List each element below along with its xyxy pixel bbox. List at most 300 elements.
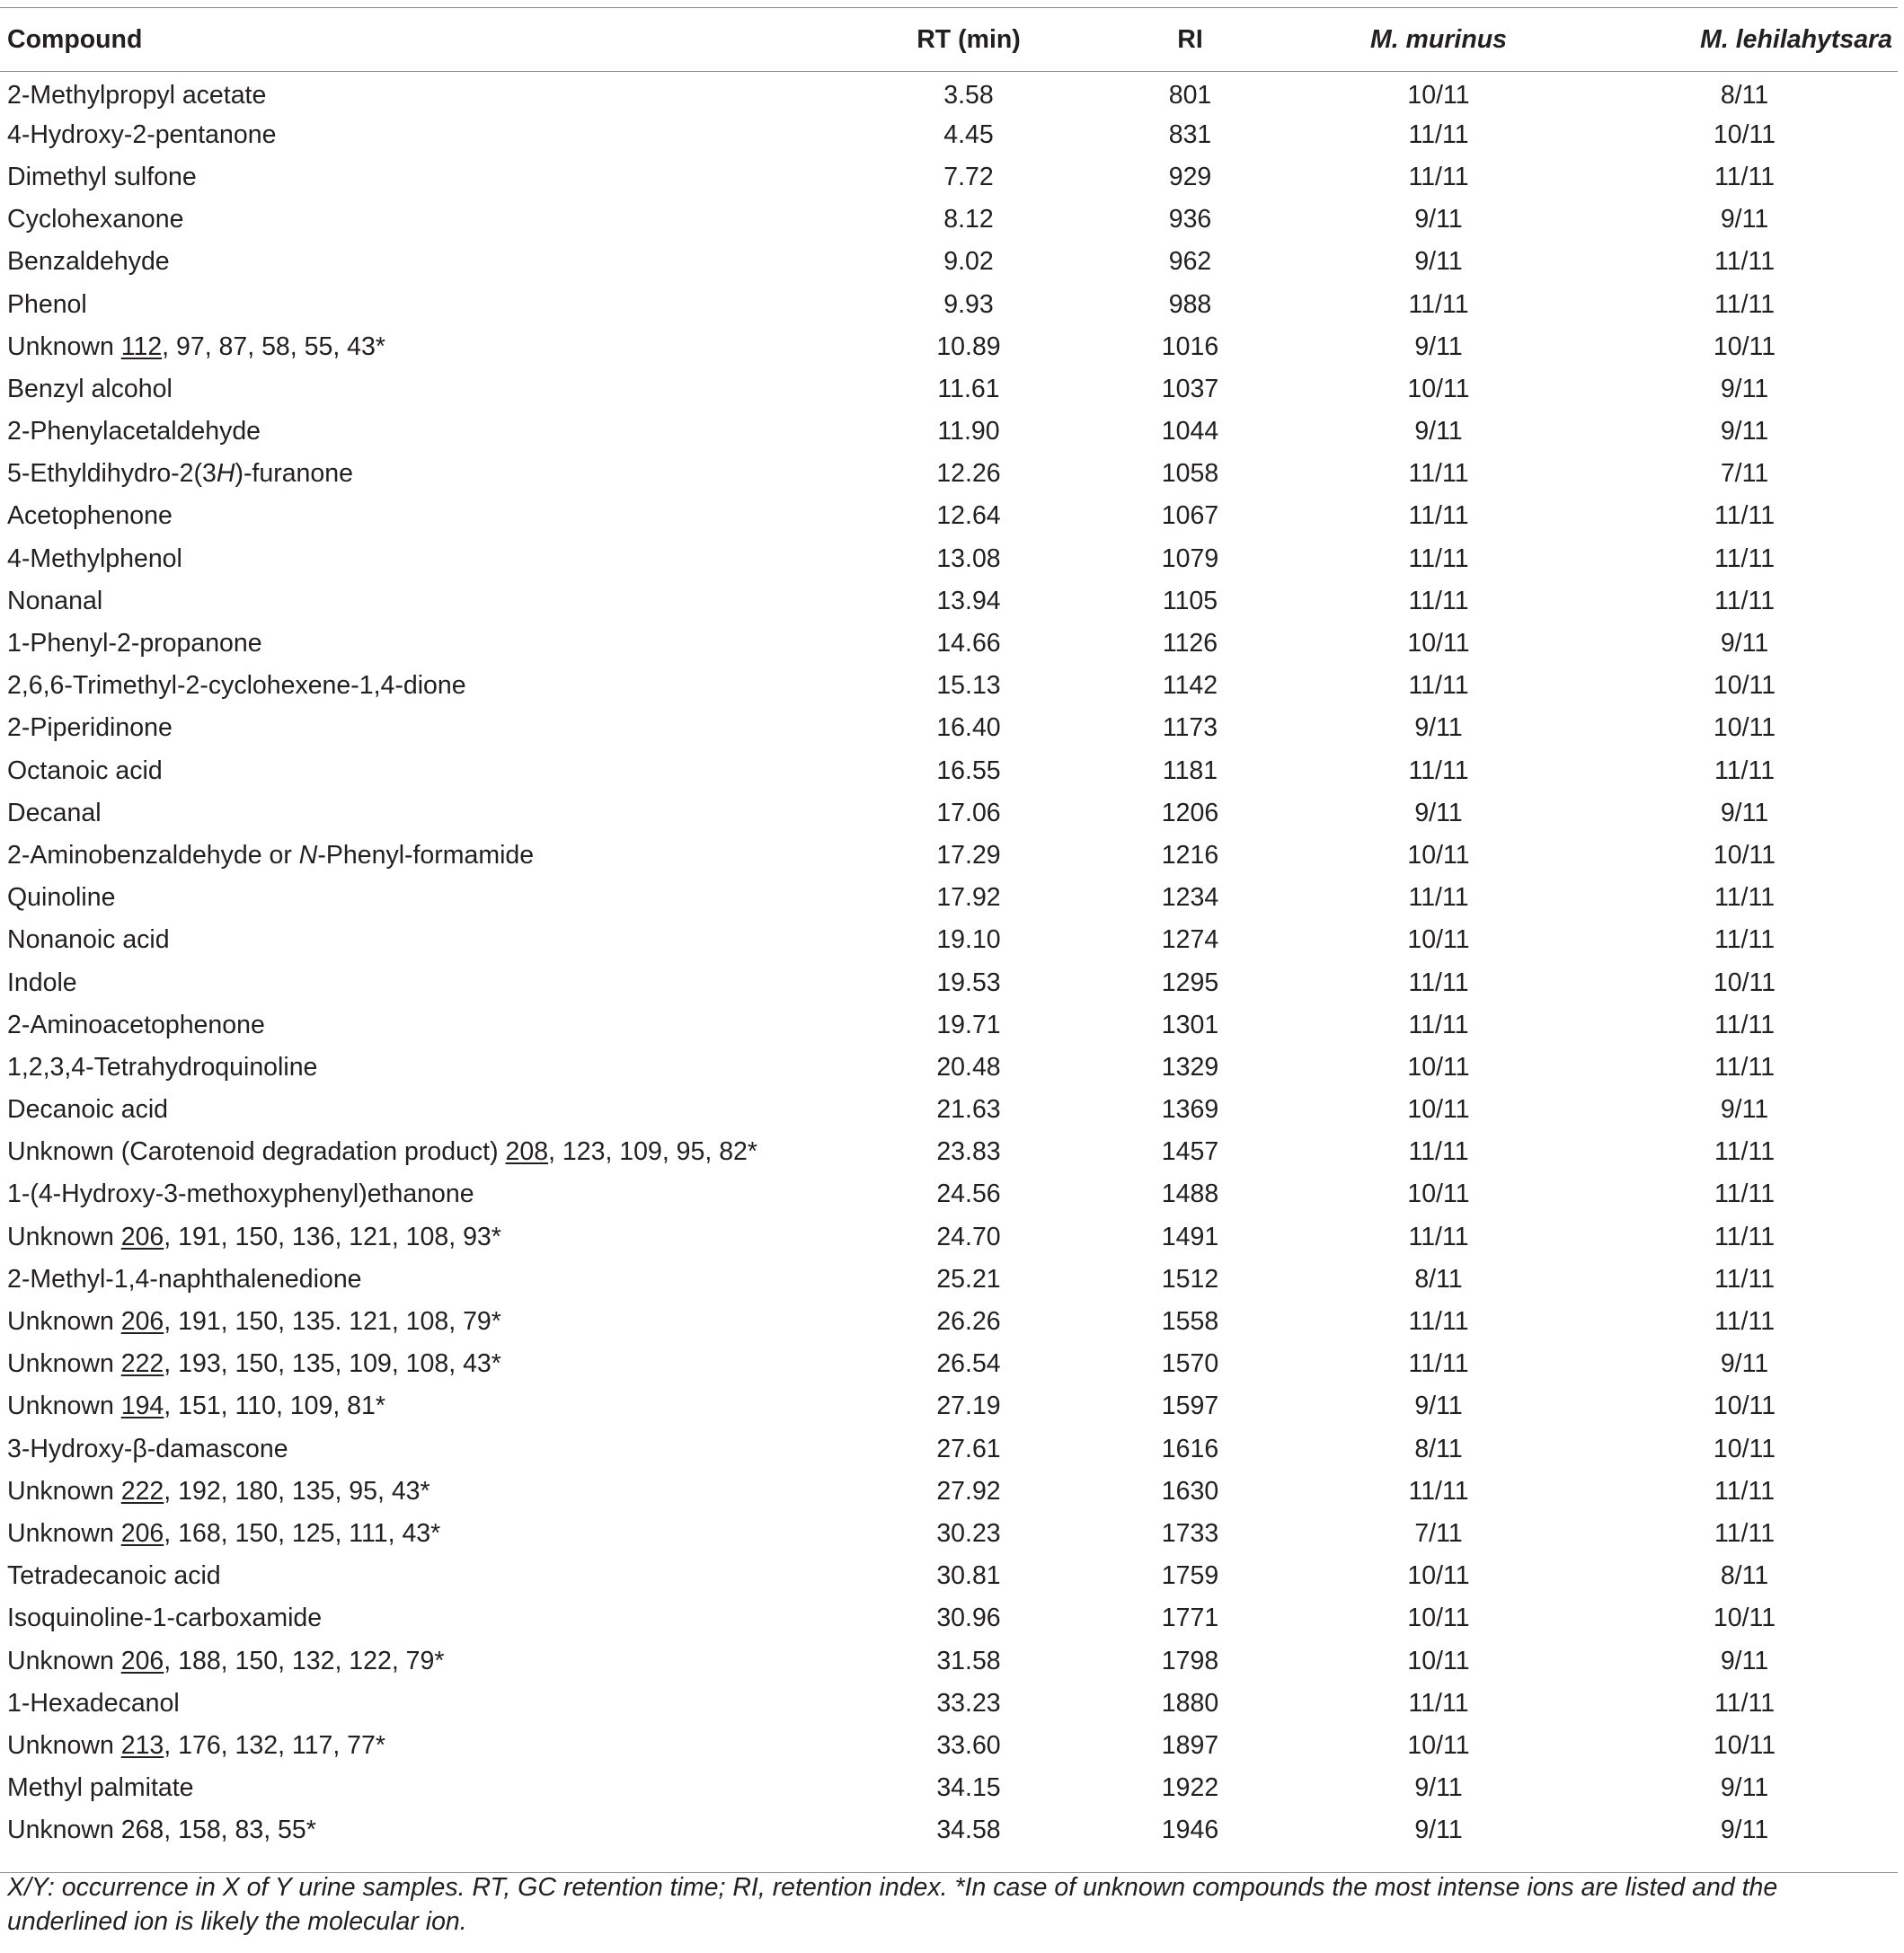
cell-rt: 19.53 (936, 968, 1001, 997)
cell-lehilahytsara: 11/11 (1714, 1052, 1776, 1082)
cell-murinus: 11/11 (1408, 1476, 1469, 1506)
compound-text: 5-Ethyldihydro-2(3 (7, 459, 217, 489)
cell-ri: 1630 (1161, 1476, 1219, 1506)
cell-murinus: 11/11 (1408, 1010, 1469, 1039)
table-row (0, 1555, 1898, 1597)
cell-rt: 3.58 (943, 80, 994, 110)
compound-text: Unknown 268, 158, 83, 55* (7, 1816, 316, 1845)
cell-compound (0, 1513, 843, 1555)
cell-murinus: 11/11 (1408, 289, 1469, 319)
cell-compound (0, 114, 843, 156)
cell-murinus: 11/11 (1408, 1688, 1469, 1718)
cell-compound (0, 1385, 843, 1427)
header-murinus (1286, 8, 1591, 72)
cell-lehilahytsara: 10/11 (1713, 1730, 1776, 1760)
header-murinus-label: M. murinus (1369, 24, 1507, 54)
compound-text: , 168, 150, 125, 111, 43* (164, 1518, 441, 1548)
table-row (0, 961, 1898, 1003)
compound-text: Benzaldehyde (7, 247, 170, 277)
cell-rt: 13.94 (936, 586, 1001, 615)
cell-ri: 1295 (1161, 968, 1219, 997)
table-row (0, 199, 1898, 241)
cell-compound (0, 1683, 843, 1725)
cell-murinus: 9/11 (1414, 798, 1463, 827)
cell-compound (0, 1343, 843, 1385)
cell-murinus: 10/11 (1407, 80, 1470, 110)
compound-text: Unknown (Carotenoid degradation product) (7, 1137, 506, 1167)
cell-lehilahytsara: 11/11 (1714, 1307, 1776, 1337)
compound-text: 1-Phenyl-2-propanone (7, 629, 262, 658)
molecular-ion: 206 (120, 1307, 164, 1337)
cell-ri: 1491 (1161, 1222, 1219, 1251)
table-row (0, 453, 1898, 495)
cell-murinus: 10/11 (1407, 1730, 1470, 1760)
cell-rt: 14.66 (936, 629, 1001, 658)
cell-compound (0, 1131, 843, 1173)
cell-ri: 929 (1168, 162, 1212, 191)
cell-lehilahytsara: 11/11 (1714, 1010, 1776, 1039)
compound-text: Dimethyl sulfone (7, 162, 197, 191)
compound-text: 2-Methylpropyl acetate (7, 80, 267, 110)
compound-text: Acetophenone (7, 501, 173, 531)
cell-rt: 23.83 (936, 1137, 1001, 1167)
cell-compound (0, 580, 843, 623)
compound-text: Isoquinoline-1-carboxamide (7, 1604, 323, 1633)
cell-rt: 26.26 (936, 1307, 1001, 1337)
cell-compound (0, 961, 843, 1003)
cell-murinus: 9/11 (1414, 1816, 1463, 1845)
compound-text: , 97, 87, 58, 55, 43* (162, 331, 385, 361)
cell-murinus: 11/11 (1408, 1307, 1469, 1337)
cell-rt: 27.61 (936, 1434, 1001, 1463)
cell-rt: 17.92 (936, 883, 1001, 913)
header-ri: RI (1094, 8, 1286, 72)
cell-lehilahytsara: 11/11 (1714, 756, 1776, 785)
compound-text: Benzyl alcohol (7, 374, 173, 403)
cell-compound (0, 1004, 843, 1047)
cell-murinus: 10/11 (1407, 1561, 1470, 1591)
cell-compound (0, 707, 843, 749)
cell-compound (0, 411, 843, 453)
table-row (0, 1089, 1898, 1131)
cell-murinus: 10/11 (1407, 374, 1470, 403)
header-lehilahytsara (1591, 8, 1898, 72)
cell-murinus: 11/11 (1408, 756, 1469, 785)
cell-ri: 1488 (1161, 1180, 1219, 1209)
cell-murinus: 9/11 (1414, 331, 1463, 361)
header-lehilahytsara-label: M. lehilahytsara (1700, 24, 1892, 54)
cell-murinus: 11/11 (1408, 586, 1469, 615)
cell-compound (0, 495, 843, 537)
header-row (0, 8, 1898, 72)
compound-text: Cyclohexanone (7, 205, 184, 234)
compound-text: , 192, 180, 135, 95, 43* (164, 1476, 430, 1506)
table-row (0, 877, 1898, 919)
compound-text: Unknown (7, 1730, 121, 1760)
cell-ri: 936 (1168, 205, 1212, 234)
cell-compound (0, 919, 843, 961)
compound-text: , 123, 109, 95, 82* (548, 1137, 758, 1167)
italic-text: H (216, 459, 235, 489)
cell-murinus: 10/11 (1407, 840, 1470, 870)
compound-text: Unknown (7, 1349, 121, 1379)
cell-lehilahytsara: 10/11 (1713, 119, 1776, 149)
table-row (0, 114, 1898, 156)
cell-compound (0, 156, 843, 199)
cell-ri: 1759 (1161, 1561, 1219, 1591)
cell-compound (0, 199, 843, 241)
header-compound: Compound (0, 8, 843, 72)
cell-lehilahytsara: 9/11 (1720, 1646, 1769, 1675)
table-footnote: X/Y: occurrence in X of Y urine samples. RT, GC retention time; RI, retention index. *In case of unknown compounds the most intense ions are listed and the underlined ion is likely the molecular ion. (7, 1873, 1778, 1936)
cell-lehilahytsara: 9/11 (1720, 417, 1769, 446)
table-row (0, 538, 1898, 580)
cell-ri: 1037 (1161, 374, 1219, 403)
cell-murinus: 10/11 (1407, 1095, 1470, 1125)
cell-lehilahytsara: 9/11 (1720, 1773, 1769, 1803)
cell-lehilahytsara: 9/11 (1720, 1349, 1769, 1379)
cell-murinus: 9/11 (1414, 247, 1463, 277)
cell-lehilahytsara: 10/11 (1713, 968, 1776, 997)
cell-murinus: 11/11 (1408, 1137, 1469, 1167)
cell-rt: 26.54 (936, 1349, 1001, 1379)
cell-lehilahytsara: 11/11 (1714, 1476, 1776, 1506)
molecular-ion: 222 (120, 1349, 164, 1379)
table-row (0, 1173, 1898, 1215)
cell-murinus: 9/11 (1414, 1773, 1463, 1803)
header-rt: RT (min) (843, 8, 1094, 72)
compound-text: Decanal (7, 798, 102, 827)
compound-text: Unknown (7, 1646, 121, 1675)
cell-ri: 801 (1168, 80, 1212, 110)
cell-rt: 4.45 (943, 119, 994, 149)
compound-text: 1,2,3,4-Tetrahydroquinoline (7, 1052, 318, 1082)
cell-ri: 1798 (1161, 1646, 1219, 1675)
cell-lehilahytsara: 9/11 (1720, 374, 1769, 403)
table-row (0, 411, 1898, 453)
cell-compound (0, 792, 843, 835)
table-row (0, 1683, 1898, 1725)
cell-ri: 1016 (1161, 331, 1219, 361)
compound-text: Octanoic acid (7, 756, 163, 785)
cell-murinus: 11/11 (1408, 162, 1469, 191)
cell-murinus: 11/11 (1408, 883, 1469, 913)
cell-murinus: 10/11 (1407, 1180, 1470, 1209)
cell-rt: 11.90 (937, 417, 1000, 446)
cell-ri: 1880 (1161, 1688, 1219, 1718)
cell-rt: 9.93 (943, 289, 994, 319)
cell-rt: 27.92 (936, 1476, 1001, 1506)
cell-rt: 12.64 (936, 501, 1001, 531)
table-row (0, 72, 1898, 114)
cell-rt: 20.48 (936, 1052, 1001, 1082)
cell-ri: 1570 (1161, 1349, 1219, 1379)
compound-text: )-furanone (235, 459, 353, 489)
cell-murinus: 9/11 (1414, 1392, 1463, 1421)
compound-text: Nonanal (7, 586, 103, 615)
cell-compound (0, 326, 843, 368)
cell-rt: 33.60 (936, 1730, 1001, 1760)
cell-ri: 1301 (1161, 1010, 1219, 1039)
cell-ri: 1105 (1162, 586, 1218, 615)
cell-ri: 1067 (1161, 501, 1219, 531)
cell-ri: 1369 (1161, 1095, 1219, 1125)
table-row (0, 792, 1898, 835)
compound-text: 2-Methyl-1,4-naphthalenedione (7, 1264, 362, 1294)
compound-text: -Phenyl-formamide (317, 840, 535, 870)
cell-compound (0, 1259, 843, 1301)
table-row (0, 1767, 1898, 1809)
table-row (0, 1004, 1898, 1047)
compound-text: , 176, 132, 117, 77* (164, 1730, 385, 1760)
compound-text: , 188, 150, 132, 122, 79* (164, 1646, 445, 1675)
compound-text: Methyl palmitate (7, 1773, 194, 1803)
cell-rt: 10.89 (936, 331, 1001, 361)
cell-rt: 24.70 (936, 1222, 1001, 1251)
cell-ri: 1771 (1161, 1604, 1219, 1633)
cell-lehilahytsara: 11/11 (1714, 162, 1776, 191)
table-row (0, 1809, 1898, 1851)
cell-compound (0, 538, 843, 580)
cell-compound (0, 1809, 843, 1851)
cell-murinus: 9/11 (1414, 713, 1463, 743)
cell-ri: 1946 (1161, 1816, 1219, 1845)
compound-text: Phenol (7, 289, 87, 319)
cell-ri: 1058 (1161, 459, 1219, 489)
molecular-ion: 208 (505, 1137, 549, 1167)
cell-compound (0, 1216, 843, 1259)
cell-rt: 12.26 (936, 459, 1001, 489)
cell-ri: 1733 (1161, 1518, 1219, 1548)
cell-murinus: 10/11 (1407, 1646, 1470, 1675)
cell-ri: 1616 (1161, 1434, 1219, 1463)
cell-ri: 1234 (1161, 883, 1219, 913)
table-row (0, 368, 1898, 411)
cell-lehilahytsara: 11/11 (1714, 501, 1776, 531)
cell-ri: 1558 (1161, 1307, 1219, 1337)
cell-lehilahytsara: 10/11 (1713, 1392, 1776, 1421)
cell-lehilahytsara: 10/11 (1713, 331, 1776, 361)
cell-rt: 24.56 (936, 1180, 1001, 1209)
compound-table (0, 7, 1898, 1851)
cell-murinus: 11/11 (1408, 1349, 1469, 1379)
compound-text: 3-Hydroxy-β-damascone (7, 1434, 288, 1463)
cell-lehilahytsara: 11/11 (1714, 925, 1776, 955)
cell-ri: 962 (1168, 247, 1212, 277)
cell-lehilahytsara: 11/11 (1714, 883, 1776, 913)
cell-compound (0, 665, 843, 707)
table-row (0, 919, 1898, 961)
molecular-ion: 213 (120, 1730, 164, 1760)
cell-lehilahytsara: 10/11 (1713, 1604, 1776, 1633)
compound-text: Unknown (7, 331, 121, 361)
table-row (0, 665, 1898, 707)
compound-text: Tetradecanoic acid (7, 1561, 221, 1591)
compound-text: 4-Methylphenol (7, 543, 182, 573)
table-row (0, 241, 1898, 283)
cell-lehilahytsara: 11/11 (1714, 543, 1776, 573)
cell-compound (0, 1725, 843, 1767)
compound-text: 2-Piperidinone (7, 713, 173, 743)
cell-ri: 1512 (1161, 1264, 1219, 1294)
table-row (0, 1301, 1898, 1343)
cell-murinus: 11/11 (1408, 1222, 1469, 1251)
italic-text: N (298, 840, 318, 870)
cell-rt: 25.21 (936, 1264, 1001, 1294)
table-row (0, 835, 1898, 877)
compound-text: Unknown (7, 1222, 121, 1251)
molecular-ion: 222 (120, 1476, 164, 1506)
molecular-ion: 194 (120, 1392, 164, 1421)
cell-rt: 27.19 (936, 1392, 1001, 1421)
cell-compound (0, 1173, 843, 1215)
cell-ri: 1329 (1161, 1052, 1219, 1082)
cell-compound (0, 877, 843, 919)
cell-compound (0, 1597, 843, 1639)
compound-text: 1-(4-Hydroxy-3-methoxyphenyl)ethanone (7, 1180, 474, 1209)
table-row (0, 326, 1898, 368)
compound-text: 2-Aminoacetophenone (7, 1010, 265, 1039)
cell-lehilahytsara: 11/11 (1714, 1137, 1776, 1167)
cell-murinus: 10/11 (1407, 1052, 1470, 1082)
cell-lehilahytsara: 9/11 (1720, 205, 1769, 234)
compound-text: Unknown (7, 1307, 121, 1337)
cell-ri: 1274 (1161, 925, 1219, 955)
cell-murinus: 10/11 (1407, 1604, 1470, 1633)
cell-murinus: 9/11 (1414, 205, 1463, 234)
cell-rt: 19.71 (936, 1010, 1001, 1039)
cell-murinus: 8/11 (1414, 1434, 1463, 1463)
cell-rt: 11.61 (937, 374, 1000, 403)
table-row (0, 1131, 1898, 1173)
cell-compound (0, 1089, 843, 1131)
table-row (0, 1385, 1898, 1427)
table-row (0, 1513, 1898, 1555)
cell-lehilahytsara: 10/11 (1713, 840, 1776, 870)
cell-lehilahytsara: 8/11 (1720, 80, 1769, 110)
cell-rt: 15.13 (936, 671, 1001, 701)
cell-rt: 21.63 (936, 1095, 1001, 1125)
cell-rt: 13.08 (936, 543, 1001, 573)
table-row (0, 1047, 1898, 1089)
cell-murinus: 7/11 (1414, 1518, 1463, 1548)
compound-text: Indole (7, 968, 77, 997)
compound-text: 2-Aminobenzaldehyde or (7, 840, 299, 870)
cell-ri: 1126 (1162, 629, 1218, 658)
cell-lehilahytsara: 11/11 (1714, 247, 1776, 277)
cell-compound (0, 1047, 843, 1089)
cell-lehilahytsara: 11/11 (1714, 1264, 1776, 1294)
cell-ri: 1044 (1161, 417, 1219, 446)
table-row (0, 623, 1898, 665)
molecular-ion: 206 (120, 1646, 164, 1675)
table-row (0, 495, 1898, 537)
cell-rt: 7.72 (943, 162, 994, 191)
table-row (0, 156, 1898, 199)
cell-compound (0, 72, 843, 114)
cell-rt: 30.81 (936, 1561, 1001, 1591)
cell-lehilahytsara: 11/11 (1714, 1222, 1776, 1251)
cell-murinus: 11/11 (1408, 543, 1469, 573)
cell-rt: 8.12 (943, 205, 994, 234)
compound-text: Unknown (7, 1518, 121, 1548)
table-row (0, 1259, 1898, 1301)
compound-text: 2-Phenylacetaldehyde (7, 417, 261, 446)
cell-rt: 16.55 (936, 756, 1001, 785)
cell-compound (0, 1428, 843, 1471)
cell-murinus: 11/11 (1408, 119, 1469, 149)
cell-lehilahytsara: 9/11 (1720, 798, 1769, 827)
cell-ri: 1142 (1162, 671, 1218, 701)
cell-rt: 17.06 (936, 798, 1001, 827)
cell-ri: 988 (1168, 289, 1212, 319)
cell-murinus: 8/11 (1414, 1264, 1463, 1294)
cell-ri: 1079 (1161, 543, 1219, 573)
cell-rt: 16.40 (936, 713, 1001, 743)
cell-compound (0, 1471, 843, 1513)
cell-murinus: 10/11 (1407, 629, 1470, 658)
table-row (0, 1639, 1898, 1682)
molecular-ion: 206 (120, 1518, 164, 1548)
cell-rt: 34.15 (936, 1773, 1001, 1803)
cell-murinus: 11/11 (1408, 501, 1469, 531)
cell-rt: 9.02 (943, 247, 994, 277)
cell-rt: 19.10 (936, 925, 1001, 955)
table-row (0, 580, 1898, 623)
table-body (0, 72, 1898, 1852)
cell-lehilahytsara: 11/11 (1714, 1518, 1776, 1548)
compound-text: Unknown (7, 1476, 121, 1506)
compound-text: Quinoline (7, 883, 116, 913)
compound-text: Nonanoic acid (7, 925, 170, 955)
molecular-ion: 112 (120, 331, 163, 361)
cell-lehilahytsara: 11/11 (1714, 1688, 1776, 1718)
cell-lehilahytsara: 10/11 (1713, 671, 1776, 701)
cell-compound (0, 241, 843, 283)
molecular-ion: 206 (120, 1222, 164, 1251)
cell-ri: 1597 (1161, 1392, 1219, 1421)
compound-text: 2,6,6-Trimethyl-2-cyclohexene-1,4-dione (7, 671, 466, 701)
cell-lehilahytsara: 10/11 (1713, 1434, 1776, 1463)
cell-murinus: 9/11 (1414, 417, 1463, 446)
cell-compound (0, 1555, 843, 1597)
cell-lehilahytsara: 8/11 (1720, 1561, 1769, 1591)
compound-text: , 191, 150, 135. 121, 108, 79* (164, 1307, 501, 1337)
cell-lehilahytsara: 11/11 (1714, 586, 1776, 615)
table-row (0, 1725, 1898, 1767)
compound-text: 1-Hexadecanol (7, 1688, 180, 1718)
cell-lehilahytsara: 9/11 (1720, 1095, 1769, 1125)
cell-ri: 1173 (1162, 713, 1218, 743)
cell-murinus: 10/11 (1407, 925, 1470, 955)
table-row (0, 283, 1898, 325)
cell-lehilahytsara: 9/11 (1720, 629, 1769, 658)
cell-ri: 1216 (1161, 840, 1219, 870)
cell-lehilahytsara: 10/11 (1713, 713, 1776, 743)
cell-rt: 30.96 (936, 1604, 1001, 1633)
table-row (0, 1343, 1898, 1385)
cell-lehilahytsara: 9/11 (1720, 1816, 1769, 1845)
compound-text: , 193, 150, 135, 109, 108, 43* (164, 1349, 501, 1379)
table-row (0, 1597, 1898, 1639)
cell-compound (0, 750, 843, 792)
compound-text: 4-Hydroxy-2-pentanone (7, 119, 277, 149)
cell-ri: 1922 (1161, 1773, 1219, 1803)
cell-ri: 1206 (1161, 798, 1219, 827)
cell-compound (0, 1767, 843, 1809)
cell-ri: 1457 (1161, 1137, 1219, 1167)
cell-lehilahytsara: 11/11 (1714, 289, 1776, 319)
